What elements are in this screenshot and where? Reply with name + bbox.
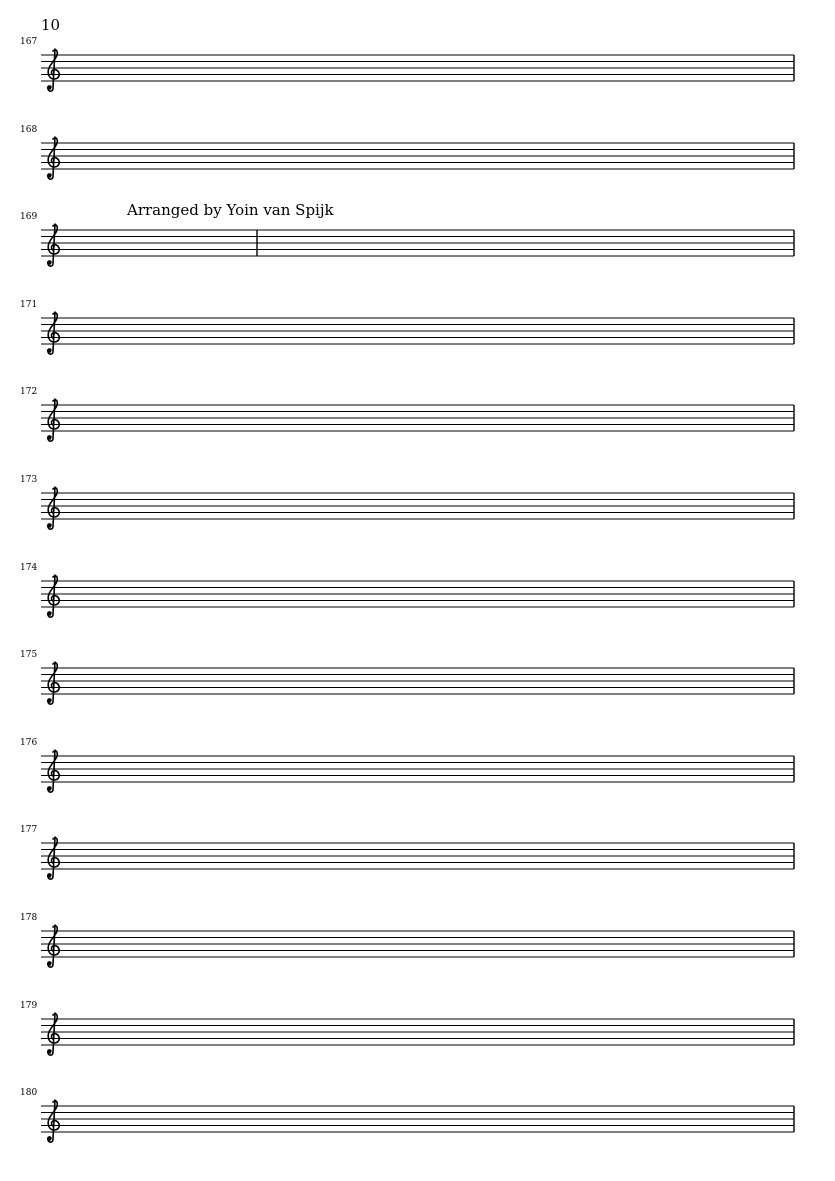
staff: [0, 828, 835, 888]
staff-system: [0, 125, 835, 188]
staff: [0, 40, 835, 100]
staff: [0, 653, 835, 713]
page-number: 10: [41, 16, 61, 34]
staff: [0, 478, 835, 538]
measure-number: 180: [20, 1088, 38, 1098]
measure-number: 171: [20, 300, 38, 310]
staff-system: [0, 212, 835, 275]
staff-system: [0, 37, 835, 100]
measure-number: 168: [20, 125, 38, 135]
staff: [0, 1091, 835, 1151]
staff: [0, 390, 835, 450]
staff-system: [0, 738, 835, 801]
measure-number: 178: [20, 913, 38, 923]
arranger-credit: Arranged by Yoin van Spijk: [127, 201, 334, 219]
staff-system: [0, 563, 835, 626]
staff: [0, 215, 835, 275]
staff-system: [0, 913, 835, 976]
staff-system: [0, 650, 835, 713]
measure-number: 179: [20, 1001, 38, 1011]
staff-system: [0, 300, 835, 363]
staff-system: [0, 1001, 835, 1064]
staff: [0, 303, 835, 363]
measure-number: 177: [20, 825, 38, 835]
staff: [0, 128, 835, 188]
measure-number: 173: [20, 475, 38, 485]
measure-number: 169: [20, 212, 38, 222]
staff: [0, 1004, 835, 1064]
staff: [0, 741, 835, 801]
staff-system: [0, 475, 835, 538]
staff-system: [0, 387, 835, 450]
measure-number: 174: [20, 563, 38, 573]
measure-number: 167: [20, 37, 38, 47]
staff: [0, 916, 835, 976]
measure-number: 175: [20, 650, 38, 660]
measure-number: 176: [20, 738, 38, 748]
measure-number: 172: [20, 387, 38, 397]
staff-system: [0, 1088, 835, 1151]
staff-system: [0, 825, 835, 888]
staff: [0, 566, 835, 626]
